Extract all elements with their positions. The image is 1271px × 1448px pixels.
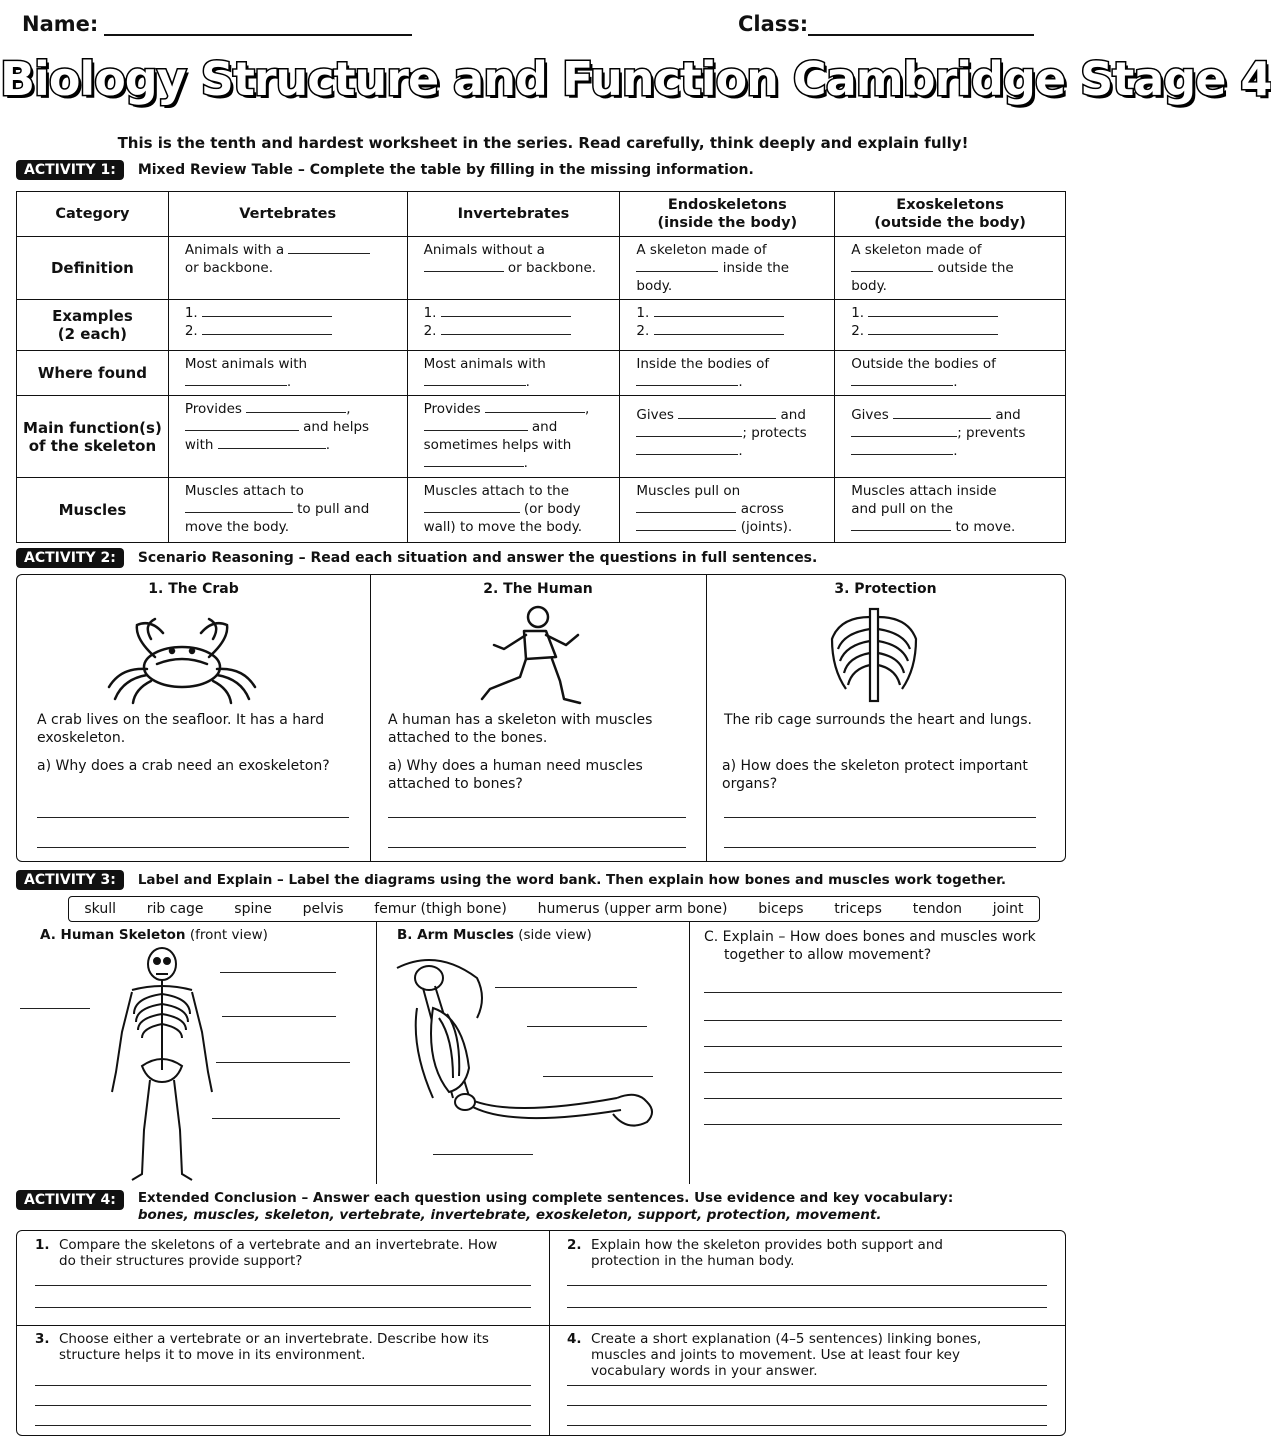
panel-title — [397, 927, 592, 943]
cell-text: Provides — [423, 401, 481, 417]
header-exoskeletons — [835, 192, 1066, 237]
cell-text: Muscles attach to the — [423, 483, 570, 499]
answer-line[interactable] — [704, 1098, 1062, 1099]
cell-text: 2. — [851, 323, 865, 339]
cell-text: move the body. — [184, 519, 290, 535]
word-bank-item: tendon — [912, 901, 963, 917]
question-text: Compare the skeletons of a vertebrate and an invertebrate. How do their structures provide support? — [59, 1237, 498, 1269]
explain-question-text: C. Explain – How does bones and muscles work together to allow movement? — [704, 929, 1036, 963]
cell-ex-exo[interactable] — [835, 300, 1066, 351]
cell-text: and — [995, 407, 1021, 423]
class-label: Class: — [738, 12, 809, 36]
label-line[interactable] — [433, 1154, 533, 1155]
activity2-header — [16, 548, 817, 568]
label-line[interactable] — [222, 1016, 336, 1017]
header-endo-line1: Endoskeletons — [667, 197, 787, 213]
cell-def-vert[interactable] — [168, 237, 407, 300]
cell-text: with — [184, 437, 214, 453]
explain-question — [704, 928, 1064, 964]
label-line[interactable] — [543, 1076, 653, 1077]
rib-cage-icon — [824, 603, 924, 707]
activity2-instruction: Scenario Reasoning – Read each situation and answer the questions in full sentences. — [137, 550, 818, 566]
word-bank-item: joint — [992, 901, 1024, 917]
cell-mu-inv[interactable] — [407, 478, 620, 543]
answer-line[interactable] — [35, 1425, 531, 1426]
table-row — [17, 478, 1066, 543]
scenario-title: 1. The Crab — [148, 581, 239, 597]
cell-text: Gives — [636, 407, 674, 423]
answer-line[interactable] — [35, 1307, 531, 1308]
activity1-tag: ACTIVITY 1: — [16, 160, 124, 180]
cell-mu-endo[interactable] — [620, 478, 835, 543]
cell-text: to pull and — [297, 501, 370, 517]
name-class-row — [22, 12, 1046, 42]
cell-text: and helps — [303, 419, 370, 435]
scenario-title: 2. The Human — [483, 581, 593, 597]
label-line[interactable] — [527, 1026, 647, 1027]
cell-fn-exo[interactable]: Gives and ; prevents . — [835, 396, 1066, 478]
header-exo-line1: Exoskeletons — [896, 197, 1004, 213]
cell-ex-endo[interactable] — [620, 300, 835, 351]
answer-line[interactable] — [35, 1285, 531, 1286]
row-definition: Definition — [17, 237, 169, 300]
cell-text: ; prevents — [957, 425, 1026, 441]
name-field[interactable] — [104, 34, 412, 36]
activity4-vocab: bones, muscles, skeleton, vertebrate, invertebrate, exoskeleton, support, protection, movement. — [137, 1207, 882, 1223]
cell-text: and — [780, 407, 806, 423]
cell-text: outside the — [937, 260, 1014, 276]
crab-icon — [87, 609, 277, 705]
review-table — [16, 191, 1066, 543]
answer-line[interactable] — [704, 1072, 1062, 1073]
cell-ex-inv[interactable] — [407, 300, 620, 351]
scenario-question: a) How does the skeleton protect important organs? — [722, 758, 1028, 792]
table-row — [17, 396, 1066, 478]
cell-def-inv[interactable] — [407, 237, 620, 300]
question-number: 3. — [35, 1331, 50, 1347]
word-bank-item: triceps — [834, 901, 882, 917]
header-vertebrates: Vertebrates — [168, 192, 407, 237]
activity4-instruction-block — [138, 1190, 953, 1224]
panel-subtitle: (front view) — [189, 927, 268, 943]
scenario-question: a) Why does a human need muscles attached to bones? — [388, 758, 643, 792]
answer-line[interactable] — [704, 992, 1062, 993]
conclusion-panel — [16, 1230, 1066, 1436]
cell-text: Most animals with — [184, 356, 308, 372]
scenario-protection — [706, 575, 1065, 861]
cell-text: 1. — [851, 305, 865, 321]
word-bank-item: rib cage — [146, 901, 204, 917]
answer-line[interactable] — [704, 1124, 1062, 1125]
question-number: 4. — [567, 1331, 582, 1347]
cell-text: Muscles pull on — [636, 483, 741, 499]
word-bank — [68, 896, 1040, 922]
word-bank-item: spine — [234, 901, 272, 917]
class-field[interactable] — [808, 34, 1034, 36]
word-bank-item: femur (thigh bone) — [374, 901, 507, 917]
answer-line[interactable] — [724, 847, 1036, 848]
row-muscles: Muscles — [17, 478, 169, 543]
cell-text: A skeleton made of — [851, 242, 982, 258]
cell-text: Inside the bodies of — [636, 356, 770, 372]
question-number: 1. — [35, 1237, 50, 1253]
skeleton-panel — [16, 922, 377, 1184]
question-number: 2. — [567, 1237, 582, 1253]
cell-text: 2. — [184, 323, 198, 339]
answer-line[interactable] — [37, 847, 349, 848]
table-row — [17, 351, 1066, 396]
panel-title-bold: A. Human Skeleton — [40, 927, 186, 943]
cell-text: ; protects — [742, 425, 807, 441]
page-title: Biology Structure and Function Cambridge Stage 4 — [0, 52, 1271, 106]
cell-text: Animals without a — [423, 242, 545, 258]
activity4-header — [16, 1190, 953, 1224]
answer-line[interactable] — [37, 817, 349, 818]
cell-fn-vert[interactable]: Provides , and helps with . — [168, 396, 407, 478]
cell-text: Animals with a — [184, 242, 285, 258]
cell-where-exo[interactable]: Outside the bodies of . — [835, 351, 1066, 396]
label-line[interactable] — [20, 1008, 90, 1009]
cell-text: or backbone. — [507, 260, 597, 276]
question-1 — [35, 1237, 505, 1269]
activity2-tag: ACTIVITY 2: — [16, 548, 124, 568]
cell-text: body. — [851, 278, 887, 294]
arm-panel — [376, 922, 690, 1184]
cell-fn-inv[interactable]: Provides , and sometimes helps with . — [407, 396, 620, 478]
panel-title-bold: B. Arm Muscles — [397, 927, 514, 943]
running-person-icon — [458, 603, 598, 707]
cell-text: 1. — [636, 305, 650, 321]
activity3-header — [16, 870, 1006, 890]
cell-text: (or body — [523, 501, 581, 517]
cell-text: inside the — [722, 260, 790, 276]
skeleton-diagram-icon — [92, 946, 232, 1184]
word-bank-item: skull — [84, 901, 116, 917]
cell-mu-vert[interactable] — [168, 478, 407, 543]
label-line[interactable] — [220, 972, 336, 973]
activity3-tag: ACTIVITY 3: — [16, 870, 124, 890]
answer-line[interactable] — [704, 1020, 1062, 1021]
cell-text: across — [740, 501, 784, 517]
header-category: Category — [17, 192, 169, 237]
cell-def-exo[interactable] — [835, 237, 1066, 300]
cell-text: wall) to move the body. — [423, 519, 582, 535]
panel-title — [40, 927, 268, 943]
scenario-text: A human has a skeleton with muscles attached to the bones. — [388, 712, 653, 746]
scenario-question: a) Why does a crab need an exoskeleton? — [37, 758, 330, 774]
scenario-panel — [16, 574, 1066, 862]
table-row — [17, 300, 1066, 351]
cell-text: A skeleton made of — [636, 242, 767, 258]
answer-line[interactable] — [724, 817, 1036, 818]
scenario-crab — [17, 575, 370, 861]
label-line[interactable] — [495, 987, 637, 988]
question-4 — [567, 1331, 1037, 1379]
header-exo-line2: (outside the body) — [874, 215, 1026, 231]
page-subtitle: This is the tenth and hardest worksheet in the series. Read carefully, think deeply and explain fully! — [117, 134, 969, 152]
cell-where-endo[interactable]: Inside the bodies of . — [620, 351, 835, 396]
row-function — [17, 396, 169, 478]
activity4-tag: ACTIVITY 4: — [16, 1190, 124, 1210]
cell-def-endo[interactable] — [620, 237, 835, 300]
name-label: Name: — [22, 12, 99, 36]
cell-text: Provides — [184, 401, 242, 417]
word-bank-item: biceps — [758, 901, 804, 917]
question-2 — [567, 1237, 1037, 1269]
answer-line[interactable] — [567, 1385, 1047, 1386]
header-endo-line2: (inside the body) — [657, 215, 798, 231]
cell-text: sometimes helps with — [423, 437, 572, 453]
cell-text: or backbone. — [184, 260, 274, 276]
arm-muscles-icon — [387, 948, 687, 1158]
cell-text: 1. — [184, 305, 198, 321]
answer-line[interactable] — [35, 1385, 531, 1386]
cell-text: (joints). — [740, 519, 793, 535]
word-bank-item: pelvis — [302, 901, 344, 917]
panel-subtitle: (side view) — [518, 927, 592, 943]
cell-text: 2. — [423, 323, 437, 339]
row-examples — [17, 300, 169, 351]
scenario-text: The rib cage surrounds the heart and lungs. — [724, 712, 1033, 728]
cell-where-inv[interactable]: Most animals with . — [407, 351, 620, 396]
cell-text: 1. — [423, 305, 437, 321]
answer-line[interactable] — [567, 1425, 1047, 1426]
answer-line[interactable] — [35, 1405, 531, 1406]
cell-fn-endo[interactable]: Gives and ; protects . — [620, 396, 835, 478]
cell-mu-exo[interactable] — [835, 478, 1066, 543]
cell-text: body. — [636, 278, 673, 294]
header-endoskeletons — [620, 192, 835, 237]
activity1-instruction: Mixed Review Table – Complete the table by filling in the missing information. — [137, 162, 754, 178]
row-label: Examples — [52, 307, 133, 325]
cell-where-vert[interactable]: Most animals with . — [168, 351, 407, 396]
answer-line[interactable] — [567, 1405, 1047, 1406]
table-row — [17, 237, 1066, 300]
cell-text: and — [531, 419, 558, 435]
header-invertebrates: Invertebrates — [407, 192, 620, 237]
cell-ex-vert[interactable] — [168, 300, 407, 351]
cell-text: Most animals with — [423, 356, 546, 372]
question-3 — [35, 1331, 505, 1363]
cell-text: and pull on the — [851, 501, 954, 517]
row-where: Where found — [17, 351, 169, 396]
cell-text: 2. — [636, 323, 650, 339]
activity4-instruction: Extended Conclusion – Answer each question using complete sentences. Use evidence and key vocabulary: — [137, 1190, 954, 1206]
activity1-header — [16, 160, 754, 180]
label-line[interactable] — [216, 1062, 350, 1063]
row-label: of the skeleton — [28, 436, 157, 455]
answer-line[interactable] — [567, 1307, 1047, 1308]
cell-text: Gives — [851, 407, 889, 423]
answer-line[interactable] — [388, 817, 686, 818]
cell-text: Outside the bodies of — [851, 356, 996, 372]
question-text: Explain how the skeleton provides both support and protection in the human body. — [591, 1237, 943, 1269]
scenario-human — [370, 575, 706, 861]
cell-text: Muscles attach inside — [851, 483, 997, 499]
question-text: Create a short explanation (4–5 sentences) linking bones, muscles and joints to movement. Use at least four key vocabulary words in your answer. — [591, 1331, 982, 1379]
word-bank-item: humerus (upper arm bone) — [537, 901, 728, 917]
row-label: Main function(s) — [23, 418, 162, 437]
scenario-text: A crab lives on the seafloor. It has a hard exoskeleton. — [37, 712, 325, 746]
question-text: Choose either a vertebrate or an invertebrate. Describe how its structure helps it to move in its environment. — [59, 1331, 489, 1363]
cell-text: Muscles attach to — [184, 483, 304, 499]
activity3-instruction: Label and Explain – Label the diagrams using the word bank. Then explain how bones and muscles work together. — [137, 872, 1007, 888]
row-label: (2 each) — [57, 325, 128, 343]
answer-line[interactable] — [388, 847, 686, 848]
label-line[interactable] — [212, 1118, 340, 1119]
scenario-title: 3. Protection — [834, 581, 937, 597]
answer-line[interactable] — [567, 1285, 1047, 1286]
cell-text: to move. — [955, 519, 1016, 535]
answer-line[interactable] — [704, 1046, 1062, 1047]
